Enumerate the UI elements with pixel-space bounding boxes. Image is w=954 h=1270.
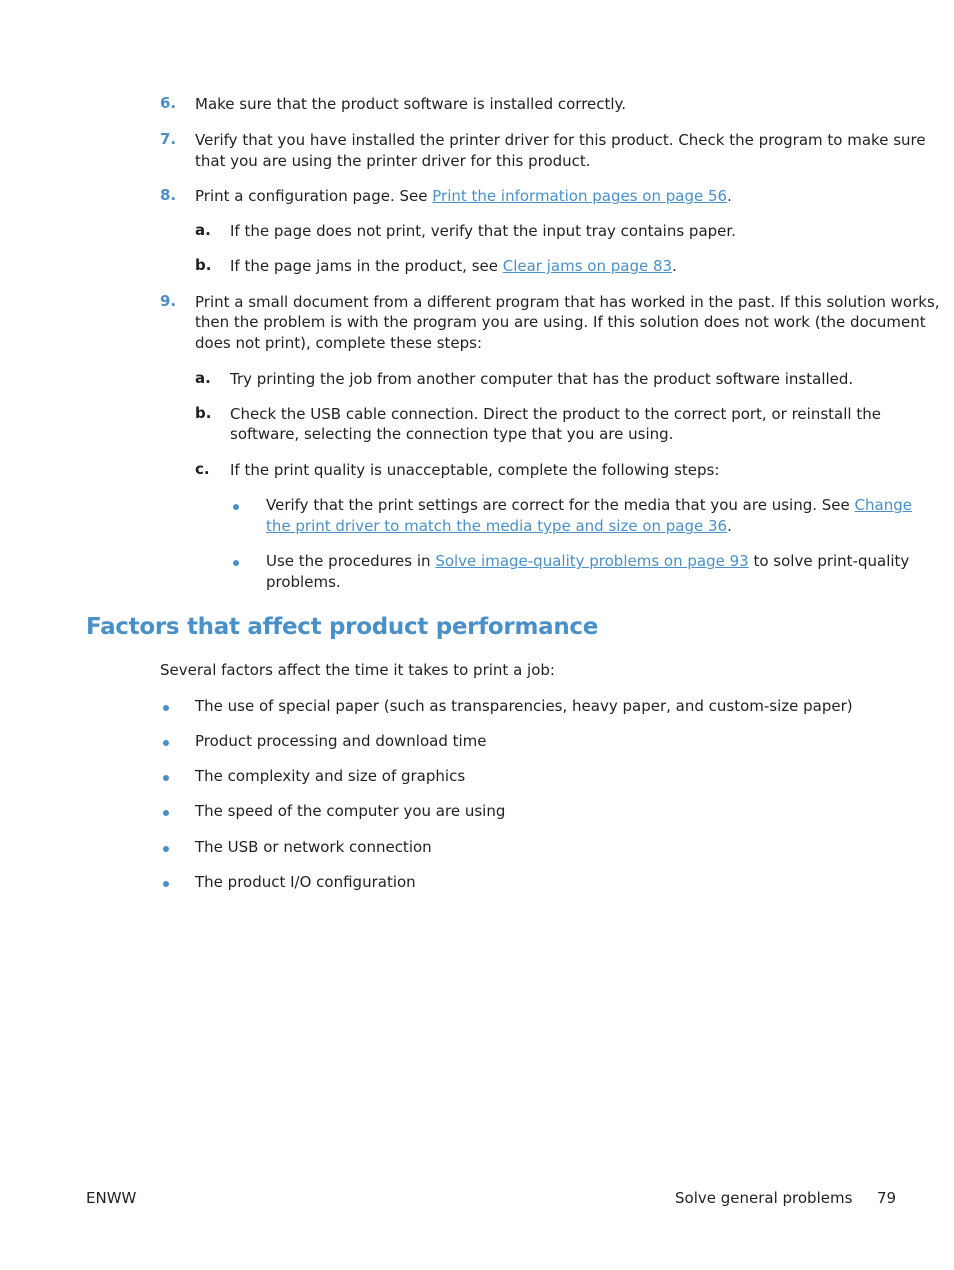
substep-9c-bullet-1-line-1 xyxy=(266,495,912,516)
substep-9c-bullet-2-line-2: problems. xyxy=(266,573,341,591)
change-print-driver-link-part-1[interactable]: Change xyxy=(854,496,912,514)
step-9-line-3: does not print), complete these steps: xyxy=(195,334,483,352)
step-6-text: Make sure that the product software is installed correctly. xyxy=(195,95,627,113)
list-item: The USB or network connection xyxy=(195,838,432,856)
bullet-icon xyxy=(163,705,169,711)
substep-9c-bullet-2-pre: Use the procedures in xyxy=(266,552,436,570)
substep-8b-pre: If the page jams in the product, see xyxy=(230,257,503,275)
section-heading: Factors that affect product performance xyxy=(86,614,599,640)
substep-9c-bullet-1-pre: Verify that the print settings are correct for the media that you are using. See xyxy=(266,496,855,514)
substep-letter-8a: a. xyxy=(195,221,211,239)
substep-letter-8b: b. xyxy=(195,256,212,274)
substep-9c-bullet-1-post: . xyxy=(727,517,732,535)
list-item: Product processing and download time xyxy=(195,732,487,750)
list-item: The complexity and size of graphics xyxy=(195,767,466,785)
footer-left-label: ENWW xyxy=(86,1189,137,1207)
footer-section-name: Solve general problems xyxy=(675,1189,853,1207)
substep-8a-text: If the page does not print, verify that the input tray contains paper. xyxy=(230,222,736,240)
change-print-driver-link-part-2[interactable]: the print driver to match the media type and size on page 36 xyxy=(266,517,728,535)
step-number-8: 8. xyxy=(160,186,177,204)
step-number-7: 7. xyxy=(160,130,177,148)
step-8-post: . xyxy=(727,187,732,205)
step-7-line-2: that you are using the printer driver for this product. xyxy=(195,152,591,170)
list-item: The product I/O configuration xyxy=(195,873,416,891)
substep-9c-bullet-2-post: to solve print-quality xyxy=(748,552,910,570)
bullet-icon xyxy=(163,846,169,852)
bullet-icon xyxy=(163,775,169,781)
substep-9a-text: Try printing the job from another computer that has the product software installed. xyxy=(230,370,854,388)
print-information-pages-link[interactable]: Print the information pages on page 56 xyxy=(432,187,728,205)
bullet-icon xyxy=(163,881,169,887)
substep-9c-bullet-1-line-2 xyxy=(266,516,732,537)
substep-9b-line-2: software, selecting the connection type that you are using. xyxy=(230,425,674,443)
step-number-6: 6. xyxy=(160,94,177,112)
step-9-line-2: then the problem is with the program you are using. If this solution does not work (the document xyxy=(195,313,926,331)
bullet-icon xyxy=(163,810,169,816)
substep-letter-9a: a. xyxy=(195,369,211,387)
bullet-icon xyxy=(163,740,169,746)
substep-9b-line-1: Check the USB cable connection. Direct the product to the correct port, or reinstall the xyxy=(230,405,881,423)
step-8-text xyxy=(195,186,732,207)
step-7-line-1: Verify that you have installed the printer driver for this product. Check the program to make sure xyxy=(195,131,926,149)
section-intro: Several factors affect the time it takes to print a job: xyxy=(160,661,555,679)
clear-jams-link[interactable]: Clear jams on page 83 xyxy=(502,257,673,275)
step-8-pre: Print a configuration page. See xyxy=(195,187,433,205)
step-number-9: 9. xyxy=(160,292,177,310)
step-9-line-1: Print a small document from a different program that has worked in the past. If this solution works, xyxy=(195,293,940,311)
bullet-icon xyxy=(233,560,239,566)
substep-letter-9b: b. xyxy=(195,404,212,422)
list-item: The use of special paper (such as transparencies, heavy paper, and custom-size paper) xyxy=(195,697,853,715)
substep-9c-bullet-2-line-1 xyxy=(266,551,909,572)
solve-image-quality-link[interactable]: Solve image-quality problems on page 93 xyxy=(435,552,749,570)
bullet-icon xyxy=(233,504,239,510)
substep-8b-text xyxy=(230,256,677,277)
substep-8b-post: . xyxy=(672,257,677,275)
substep-letter-9c: c. xyxy=(195,460,210,478)
list-item: The speed of the computer you are using xyxy=(195,802,506,820)
substep-9c-text: If the print quality is unacceptable, complete the following steps: xyxy=(230,461,720,479)
footer-page-number: 79 xyxy=(877,1189,897,1207)
